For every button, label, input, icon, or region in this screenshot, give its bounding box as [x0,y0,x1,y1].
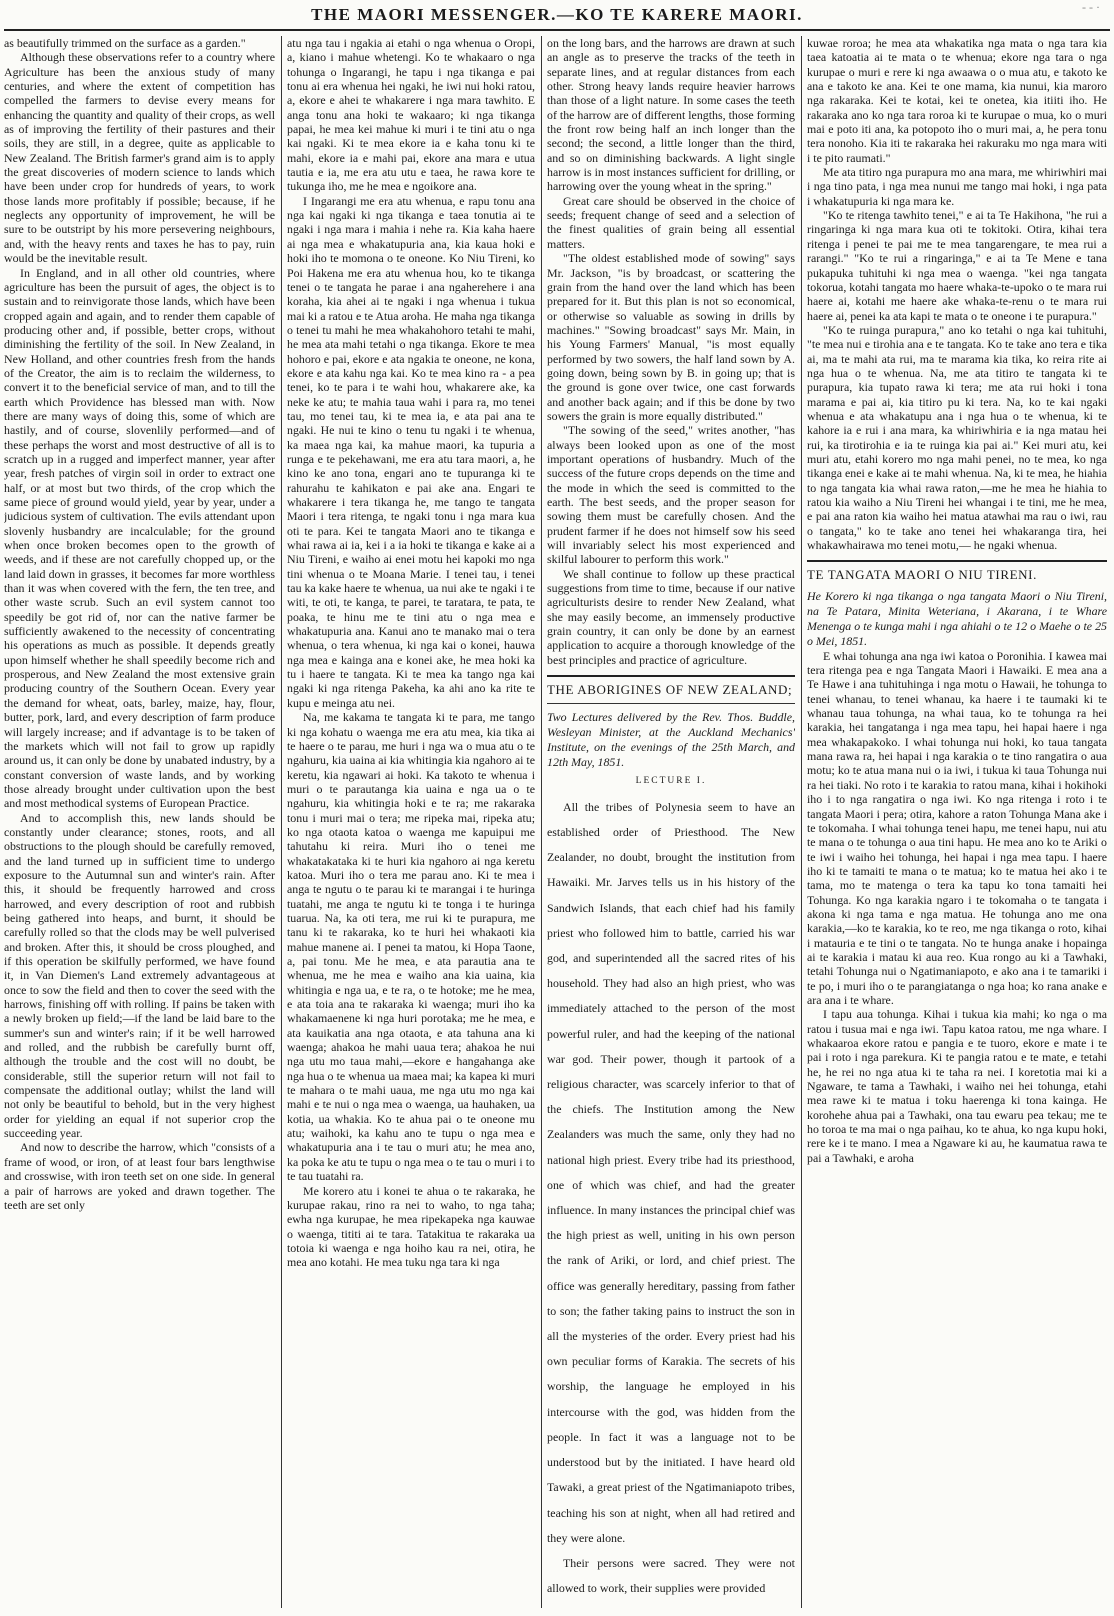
lecture-byline: He Korero ki nga tikanga o nga tangata Maori o Niu Tireni, na Te Patara, Minita Weteriana, i Akarana, i te Whare Menenga o te kunga mahi i nga ahiahi o te 12 o Maehe o te 25 o Mei, 1851. [807,588,1107,648]
masthead [0,0,1114,30]
section-rule [547,675,795,677]
masthead-rule [4,29,1110,31]
corner-mark: - - · [1082,0,1100,14]
paragraph: I Ingarangi me era atu whenua, e rapu tonu ana nga kai ngaki ki nga tikanga e taea tonutia ai te ngaki i nga mara i mahia i nehe ra. Kia kaha haere ai nga mea e whakatupuria ana, kia kaua hoki e hoki iho te momona o te oneone. Ko Niu Tireni, ko Poi Hakena me era atu whenua hou, ko te tikanga tenei o te tangata he parae i ana ngaherehere i ana koraha, kia ahei ai te ngaki i nga whenua i tukua mai ki a ratou e te Atua aroha. He maha nga tikanga o tenei tu mahi he mea whakahohoro tetahi te mahi, he mea ata mahi tetahi o nga tikanga. Ekore te mea hohoro e pai, ekore e ata ngakia te oneone, ne kona, ekore e ata kahu nga kai. Ko te mea kino ra - a pea tenei, ko te para i te wahi hou, whakarere ake, ka neke ke atu; te mahia taua wahi i para ra, mo tenei tau, mo tenei tau, ki te mea ia, e ata pai ana te ngaki. He nui te kino o tenu tu ngaki i te whenua, ka maea nga kai, ka mahue maori, ka tupuria a runga e te pekehawani, me era atu tara maori, a, he kino ke ano tona, engari ano te tupuranga ki te rahurahu te kahikaton e pai ake ana. Engari te whakarere i tera tikanga he, me tango te tangata Maori i tera ritenga, te ngaki tonu i nga mara kua oti te para. Kei te tangata Maori ano te tikanga e whai rawa ai ia, kei i a ia hoki te tikanga e kake ai a Niu Tireni, e waiho ai enei motu hei kapoki mo nga tini whenua o te Moana Marie. I tenei tau, i tenei tau ka kake haere te whenua, ua nui ake te ngaki i te witi, te oti, te kanga, te parei, te taratara, te pata, te poaka, te hinu me te tini atu o nga mea e whakatupuria ana. Kanui ano te manako mai o tera whenua, o tera whenua, ki nga kai o konei, hauwa nga mea e kainga ana e konei ake, he mea hoki ka tu i haere te tangata. Ki te mea ka tango nga kai ngaki ki nga ritenga Pakeha, ka ahi ano ka rite te kupu e meinga atu nei. [287,193,535,710]
section-rule [547,703,795,704]
paragraph: Me ata titiro nga purapura mo ana mara, me whiriwhiri mai i nga tino pata, i nga mea nunui me tango mai hoki, i nga pata i whakatupuria ki nga mara ke. [807,165,1107,208]
lecture-label: LECTURE I. [635,776,707,787]
paragraph: And to accomplish this, new lands should be constantly under clearance; stones, roots, and all obstructions to the plough should be carefully removed, and the land turned up in sufficient time to undergo exposure to the Autumnal sun and winter's rain. After this, it should be frequently harrowed and cross harrowed, and every description of root and rubbish being gathered into heaps, and burnt, it should be carefully rolled so that the clods may be well pulverised and broken. After this, it should be cross ploughed, and if this operation be skilfully performed, we have found it, in Van Diemen's Land extremely advantageous at once to sow the field and then to cover the seed with the harrows, finishing off with rolling. If pains be taken with a newly broken up field;—if the land be laid bare to the summer's sun and winter's rain; if it be well harrowed and rolled, and the rubbish be carefully burnt off, although the trouble and the cost will no doubt, be considerable, still the superior return will not fail to compensate the additional outlay; whilst the land will not only be beautiful to behold, but in the very highest order for yielding an equal if not superior crop the succeeding year. [4,810,275,1141]
paragraph: kuwae roroa; he mea ata whakatika nga mata o nga tara kia taea katoatia ai te mata o te whenua; ekore nga tara o nga kurupae o muri e rere ki nga awaawa o o mua atu, e takoto ke ana e takoto ke ana. Kei te one mama, kia nunui, kia maroro nga rakaraka. Kei te kotai, kei te onetea, kia itiiti iho. He rakaraka ano ko nga tara roroa ki te kurupae o mua, ko o muri mai e poto iti ana, ka potopoto iho o muri mai, a, he pera tonu tera nonoho. Kia iti te rakaraka hei rakuraku mo nga mara witi i te pito raumati." [807,36,1107,165]
paragraph: "Ko te ritenga tawhito tenei," e ai ta Te Hakihona, "he rui a ringaringa ki nga mara kua oti te tokitoki. Otira, kihai tera ritenga i penei te pai me te mea tangarengare, te mea rui a rarangi." "Ko te rui a ringaringa," e ai ta Te Mene e tana pukapuka tuhituhi ki nga mea o waenga. "kei nga tangata tokorua, kotahi tangata mo haere whaka-te-upoko o te mara rui haere ai, kotahi me haere ake whaka-te-renu o te mara rui haere ai, penei ka ata kapi te mata o te oneone i te purapura." [807,208,1107,323]
paragraph: as beautifully trimmed on the surface as a garden." [4,36,246,50]
column-1-english-agriculture [4,36,275,1608]
paragraph: I tapu aua tohunga. Kihai i tukua kia mahi; ko nga o ma ratou i tusua mai e nga iwi. Tapu katoa ratou, me nga whare. I whakaaroa ekore ratou e pangia e te tuoro, ekore e mate i te pai i roto i nga parekura. Ki te pangia ratou e te mate, e tetahi he, he rei no nga atua ki te taha ra nei. I koretotia mai ki a Ngaware, te tama a Tawhaki, i waiho nei hei tohunga, etahi mea rawe ki te matua i toku haerenga ki tona kainga. He korohehe ahua pai a Tawhaki, ona tau ewaru pea tekau; me te ho toroa te ma mai o nga paihau, ko te ahua, ko nga kupu hoki, rere ke i te mano. I mea a Ngaware ki au, he kaumatua rawa te pai a Tawhaki, e aroha [807,1007,1107,1165]
column-3 [547,36,795,1608]
paragraph: Me korero atu i konei te ahua o te rakaraka, he kurupae rakau, rino ra nei to waho, to nga taha; ewha nga kurupae, he mea ripekapeka nga kauwae o waenga, tititi ai te tara. Tatakitua te rakaraka ua totoia ki waenga e nga hoiho kau ra nei, otira, he mea ano kotahi. He mea tuku nga tara ki nga [287,1183,535,1270]
column-divider [541,36,542,1608]
column-divider [281,36,282,1608]
column-2-maori-agriculture [287,36,535,1608]
paragraph: on the long bars, and the harrows are drawn at such an angle as to preserve the tracks of the teeth in separate lines, and at regular distances from each other. Strong heavy lands require heavier harrows than those of a light nature. In some cases the teeth of the harrow are of different lengths, those forming the front row being half an inch longer than the second; the second, a little longer than the third, and so on diminishing backwards. A light single harrow is in most instances sufficient for drilling, or harrowing over the young wheat in the spring." [547,36,795,194]
section-rule [807,560,1107,562]
paragraph: Na, me kakama te tangata ki te para, me tango ki nga kohatu o waenga me era atu mea, kia tika ai te haere o te parau, me huri i nga wa o mua atu o te ngahuru, kia uaina ai kia whitingia kia ngahoro ai te keretu, kia ngawari ai hoki. Ka takoto te whenua i muri o te parautanga kia uaina e nga ua o te ngahuru, kia whitingia hoki e te ra; me rakaraka tonu i muri mai o tera; me ripeka mai, ripeka atu; ko nga otaota katoa o waenga me kapuipui me tahutahu ki reira. Muri iho o tenei me whakatakataka ki te huri kia ngahoro ai nga keretu katoa. Muri iho o tera me parau ano. Ki te mea i anga te ngutu o te parau ki te marangai i te huringa tuatahi, me anga te ngutu ki te tonga i te huringa tuarua. Na, ka oti tera, me rui ki te purapura, me tanu ki te rakaraka, ko te huri hei whakaoti kia mahue manene ai. I penei ta matou, ki Hopa Taone, a, pai tonu. Me he mea, e ata parautia ana te whenua, me he mea e waiho ana kia uaina, kia whitingia e nga ua, e te ra, o te hotoke; me he mea, e ata toia ana te rakaraka ki waenga; muri iho ka whakamaenene ki nga huri porotaka; me he mea, e ata kauikatia ana nga otaota, e ata tahuna ana ki waenga; ahakoa he mahi uaua tera; ahakoa he nui nga utu mo taua mahi,—ekore e hangahanga ake nga hua o te whenua ua maea mai; ka kapea ki muri te mahara o te mahi uaua, me nga utu mo nga kai mahi e te nui o nga mea o waenga, ua hauhaken, ua kotia, ua whakia. Ko te ahua pai o te oneone mu atu; waihoki, ka kahu ano te tupu o nga mea e whakatupuria ana i te tau o muri atu; he mea ano, ka poka ke atu te tupu o nga mea o te tau o muri i to te tau tuatahi ra. [287,710,535,1184]
newspaper-title: THE MAORI MESSENGER.—KO TE KARERE MAORI. [311,5,803,24]
paragraph: Great care should be observed in the choice of seeds; frequent change of seed and a selection of the finest qualities of grain being all essential matters. [547,193,795,251]
column-divider [801,36,802,1608]
lecture-byline: Two Lectures delivered by the Rev. Thos. Buddle, Wesleyan Minister, at the Auckland Mechanics' Institute, on the evenings of the 25th March, and 12th May, 1851. [547,710,795,770]
paragraph: Their persons were sacred. They were not allowed to work, their supplies were provided [547,1555,795,1596]
paragraph: All the tribes of Polynesia seem to have an established order of Priesthood. The New Zealander, no doubt, brought the institution from Hawaiki. Mr. Jarves tells us in his history of the Sandwich Islands, that each chief had his family priest who followed him to battle, carried his war god, and superintended all the sacred rites of his household. They had also an high priest, who was immediately attached to the person of the most powerful ruler, and had the keeping of the national war god. Their power, though it partook of a religious character, was scarcely inferior to that of the chiefs. The Institution among the New Zealanders was much the same, only they had no national high priest. Every tribe had its priesthood, one of which was chief, and had the greater influence. In many instances the principal chief was the high priest as well, uniting in his own person the rank of Ariki, or lord, and chief priest. The office was generally hereditary, passing from father to son; the father taking pains to instruct the son in all the mysteries of the order. Every priest had his own peculiar forms of Karakia. The secrets of his worship, the language he employed in his intercourse with the god, was hidden from the people. In fact it was a language not to be understood but by the initiated. I have heard old Tawaki, a great priest of the Ngatimaniapoto tribes, teaching his son at night, when all had retired and they were alone. [547,799,795,1545]
section-heading: THE ABORIGINES OF NEW ZEALAND; [547,682,793,698]
paragraph: And now to describe the harrow, which "consists of a frame of wood, or iron, of at least four bars lengthwise and crosswise, with iron teeth set on one side. In general a pair of harrows are yoked and drawn together. The teeth are set only [4,1140,275,1212]
paragraph: In England, and in all other old countries, where agriculture has been the pursuit of ages, the object is to sustain and to reinvigorate those lands, which have been cropped again and again, and to render them capable of producing other and, if possible, better crops, without diminishing the fertility of the soil. In New Zealand, in New Holland, and other countries fresh from the hands of the Creator, the aim is to reclaim the wilderness, to convert it to the beneficial service of man, and to till the earth which Providence has blessed man with. Now there are many ways of doing this, some of which are hastily, and of course, slovenlily performed—and of these perhaps the worst and most destructive of all is to scratch up in a rugged and imperfect manner, year after year, fresh patches of virgin soil in order to extract one half, or at most but two thirds, of the crop which the same piece of ground would yield, year by year, under a judicious system of cultivation. The evils attendant upon slovenly husbandry are incalculable; for the ground when once broken becomes open to the growth of weeds, and if these are not carefully chopped up, or the land laid down in grasses, it becomes far more worthless than it was when covered with the fern, the ten tree, and other waste scrub. Such an evil system cannot too speedily be got rid of, nor can the native farmer be sufficiently awakened to the necessity of concentrating his operations as much as possible. It depends greatly upon himself whether he shall speedily become rich and prosperous, and New Zealand the most extensive grain producing country of the Southern Ocean. Every year the demand for wheat, oats, barley, maize, hay, flour, butter, pork, lard, and every description of farm produce will largely increase; and if advantage is to be taken of the markets which will not fail to grow up rapidly around us, it can only be done by unabated industry, by a constant conversion of waste lands, and by working those already brought under cultivation upon the best and most methodical systems of European Practice. [4,265,275,811]
paragraph: atu nga tau i ngakia ai etahi o nga whenua o Oropi, a, kiano i mahue whetengi. Ko te whakaaro o nga tohunga o Ingarangi, he tapu i nga tikanga e pai tonu ai era whenua hei ngaki, he iwi nui hoki ratou, a, ekore e ahei te whakarere i nga mara tawhito. E anga tonu ana hoki te wakaaro; ki nga tikanga papai, he mea kei mahue ki muri i te tini atu o nga kai ngaki. Ki te mea ekore ia e kaha tonu ki te mahi, ekore ia e mahi pai, ekore ana mara e utua tautia e ia, me era atu utu e taea, he rawa kore te tukunga iho, me he mea e ngoikore ana. [287,36,535,194]
column-4 [807,36,1107,1608]
paragraph: "The sowing of the seed," writes another, "has always been looked upon as one of the most important operations of husbandry. Much of the success of the future crops depends on the time and the mode in which the seed is committed to the earth. The best seeds, and the proper season for sowing them must be carefully chosen. And the prudent farmer if he does not himself sow his seed will invariably select his most experienced and skilful labourer to perform this work." [547,423,795,567]
paragraph: E whai tohunga ana nga iwi katoa o Poronihia. I kawea mai tera ritenga pea e nga Tangata Maori i Hawaiki. E mea ana a Te Hawe i ana tuhituhinga i nga motu o Hawaii, he tohunga to tenei whanau, to tenei whanau, ka haere i te taumaki ki te whanau taua tohunga, na whai taua, ko te tohunga ra hei karakia, hei tangatanga i nga mea tapu, hei hapai haere i nga mea whakapakoko. I whai tohunga nui hoki, ko taua tangata mana rawa ra, hei hapai i nga karakia o te tino rangatira o aua motu; ko te atua mana nui o ia iwi, i tukua ki taua Tohunga nui ra hei tiaki. No roto i te karakia to ratou mana, kihai i hokihoki iho i to nga rangatira o nga iwi. Ko nga ritenga i roto i te tangata Maori i pera; otira, kahore a raton Tohunga Mana ake i te tokomaha. I whai tohunga tenei hapu, me tenei hapu, nui atu te mana o te tohunga o aua tini hapu. He mea ano ko te Ariki o te iwi i waiho hei tohunga, hei hapai i nga mea tapu. I haere iho ki te tamaiti te mana o te matua; ko te matua hei ako i te tama, mo te matenga o tera ka tapu ko tona tamaiti hei Tohunga. Ko nga karakia ngaro i te tokomaha o te tangata i akona ki nga tama e nga matua. He tohunga ano me ona karakia,—ko te karakia, ko te reo, me nga tikanga o roto, kihai i matauria e te tini o te tangata. No te hunga anake i hopainga ai te karakia i matau ki aua reo. Kua rongo au ki a Tawhaki, tetahi Tohunga nui o Ngatimaniapoto, e ako ana i te tamariki i te po, i muri iho o te parangiatanga o nga hoa; ko rana anake e ara ana i te whare. [807,648,1107,1007]
paragraph: "Ko te ruinga purapura," ano ko tetahi o nga kai tuhituhi, "te mea nui e tirohia ana e te tangata. Ko te take ano tera e tika ai, ma te mahi ata rui, ma te marama kia tika, ko reira rite ai nga hua o te whenua. Na, me ata titiro te tangata ki te purapura, kia tupato rawa ki tera; me ata rui hoki i tona marama e pai ai, kia titiro pu ki tera. Na, ko te kai ngaki whenua e ata whakatupu ana i nga hua o te whenua, ki te kahore ia e rui i ana mara, ka whiriwhiria e ia nga matau hei rui, ka tirotirohia e ia te ruinga kia pai ai." Kei muri atu, kei muri atu, etahi korero mo nga mahi penei, no te mea, ko nga tikanga enei e kake ai te mahi whenua. Na, ki te mea, he hiahia to nga tangata kia whai rawa raton,—me he mea he hiahia to ratou kia waiho a Niu Tireni hei whangai i te tini, me he mea, e pai ana raton kia waiho hei matua atawhai ma rau o iwi, rau o tangata," ko te take ano tenei hei whakaranga tira, hei whakawhairawa mo tenei motu,— he ngaki whenua. [807,322,1107,553]
section-heading: TE TANGATA MAORI O NIU TIRENI. [807,567,1037,583]
paragraph: Although these observations refer to a country where Agriculture has been the anxious study of many centuries, and where the extent of competition has compelled the farmers to devise every means for enhancing the quantity and quality of their crops, as well as of improving the fertility of their pastures and their soils, they are still, in a degree, quite as applicable to New Zealand. The British farmer's grand aim is to apply the great discoveries of modern science to lands which have been under crop for hundreds of years, to work those lands more profitably if possible; because, if he neglects any opportunity of improvement, he will be sure to be outstript by his more persevering neighbours, and, with the heavy rents and taxes he has to pay, ruin would be the inevitable result. [4,50,275,266]
paragraph: We shall continue to follow up these practical suggestions from time to time, because if our native agriculturists desire to render New Zealand, what she may easily become, an immensely productive grain country, it can only be done by an earnest application to acquire a thorough knowledge of the best principles and practice of agriculture. [547,566,795,667]
paragraph: "The oldest established mode of sowing" says Mr. Jackson, "is by broadcast, or scattering the grain from the hand over the land which has been prepared for it. But this plan is not so economical, or otherwise so valuable as sowing in drills by machines." "Sowing broadcast" says Mr. Main, in his Young Farmers' Manual, "is most equally performed by two sowers, the half land sown by A. going down, being sown by B. in going up; that is the ground is gone over twice, one cast forwards and another back again; and if this be done by two sowers the grain is more equally distributed." [547,251,795,423]
